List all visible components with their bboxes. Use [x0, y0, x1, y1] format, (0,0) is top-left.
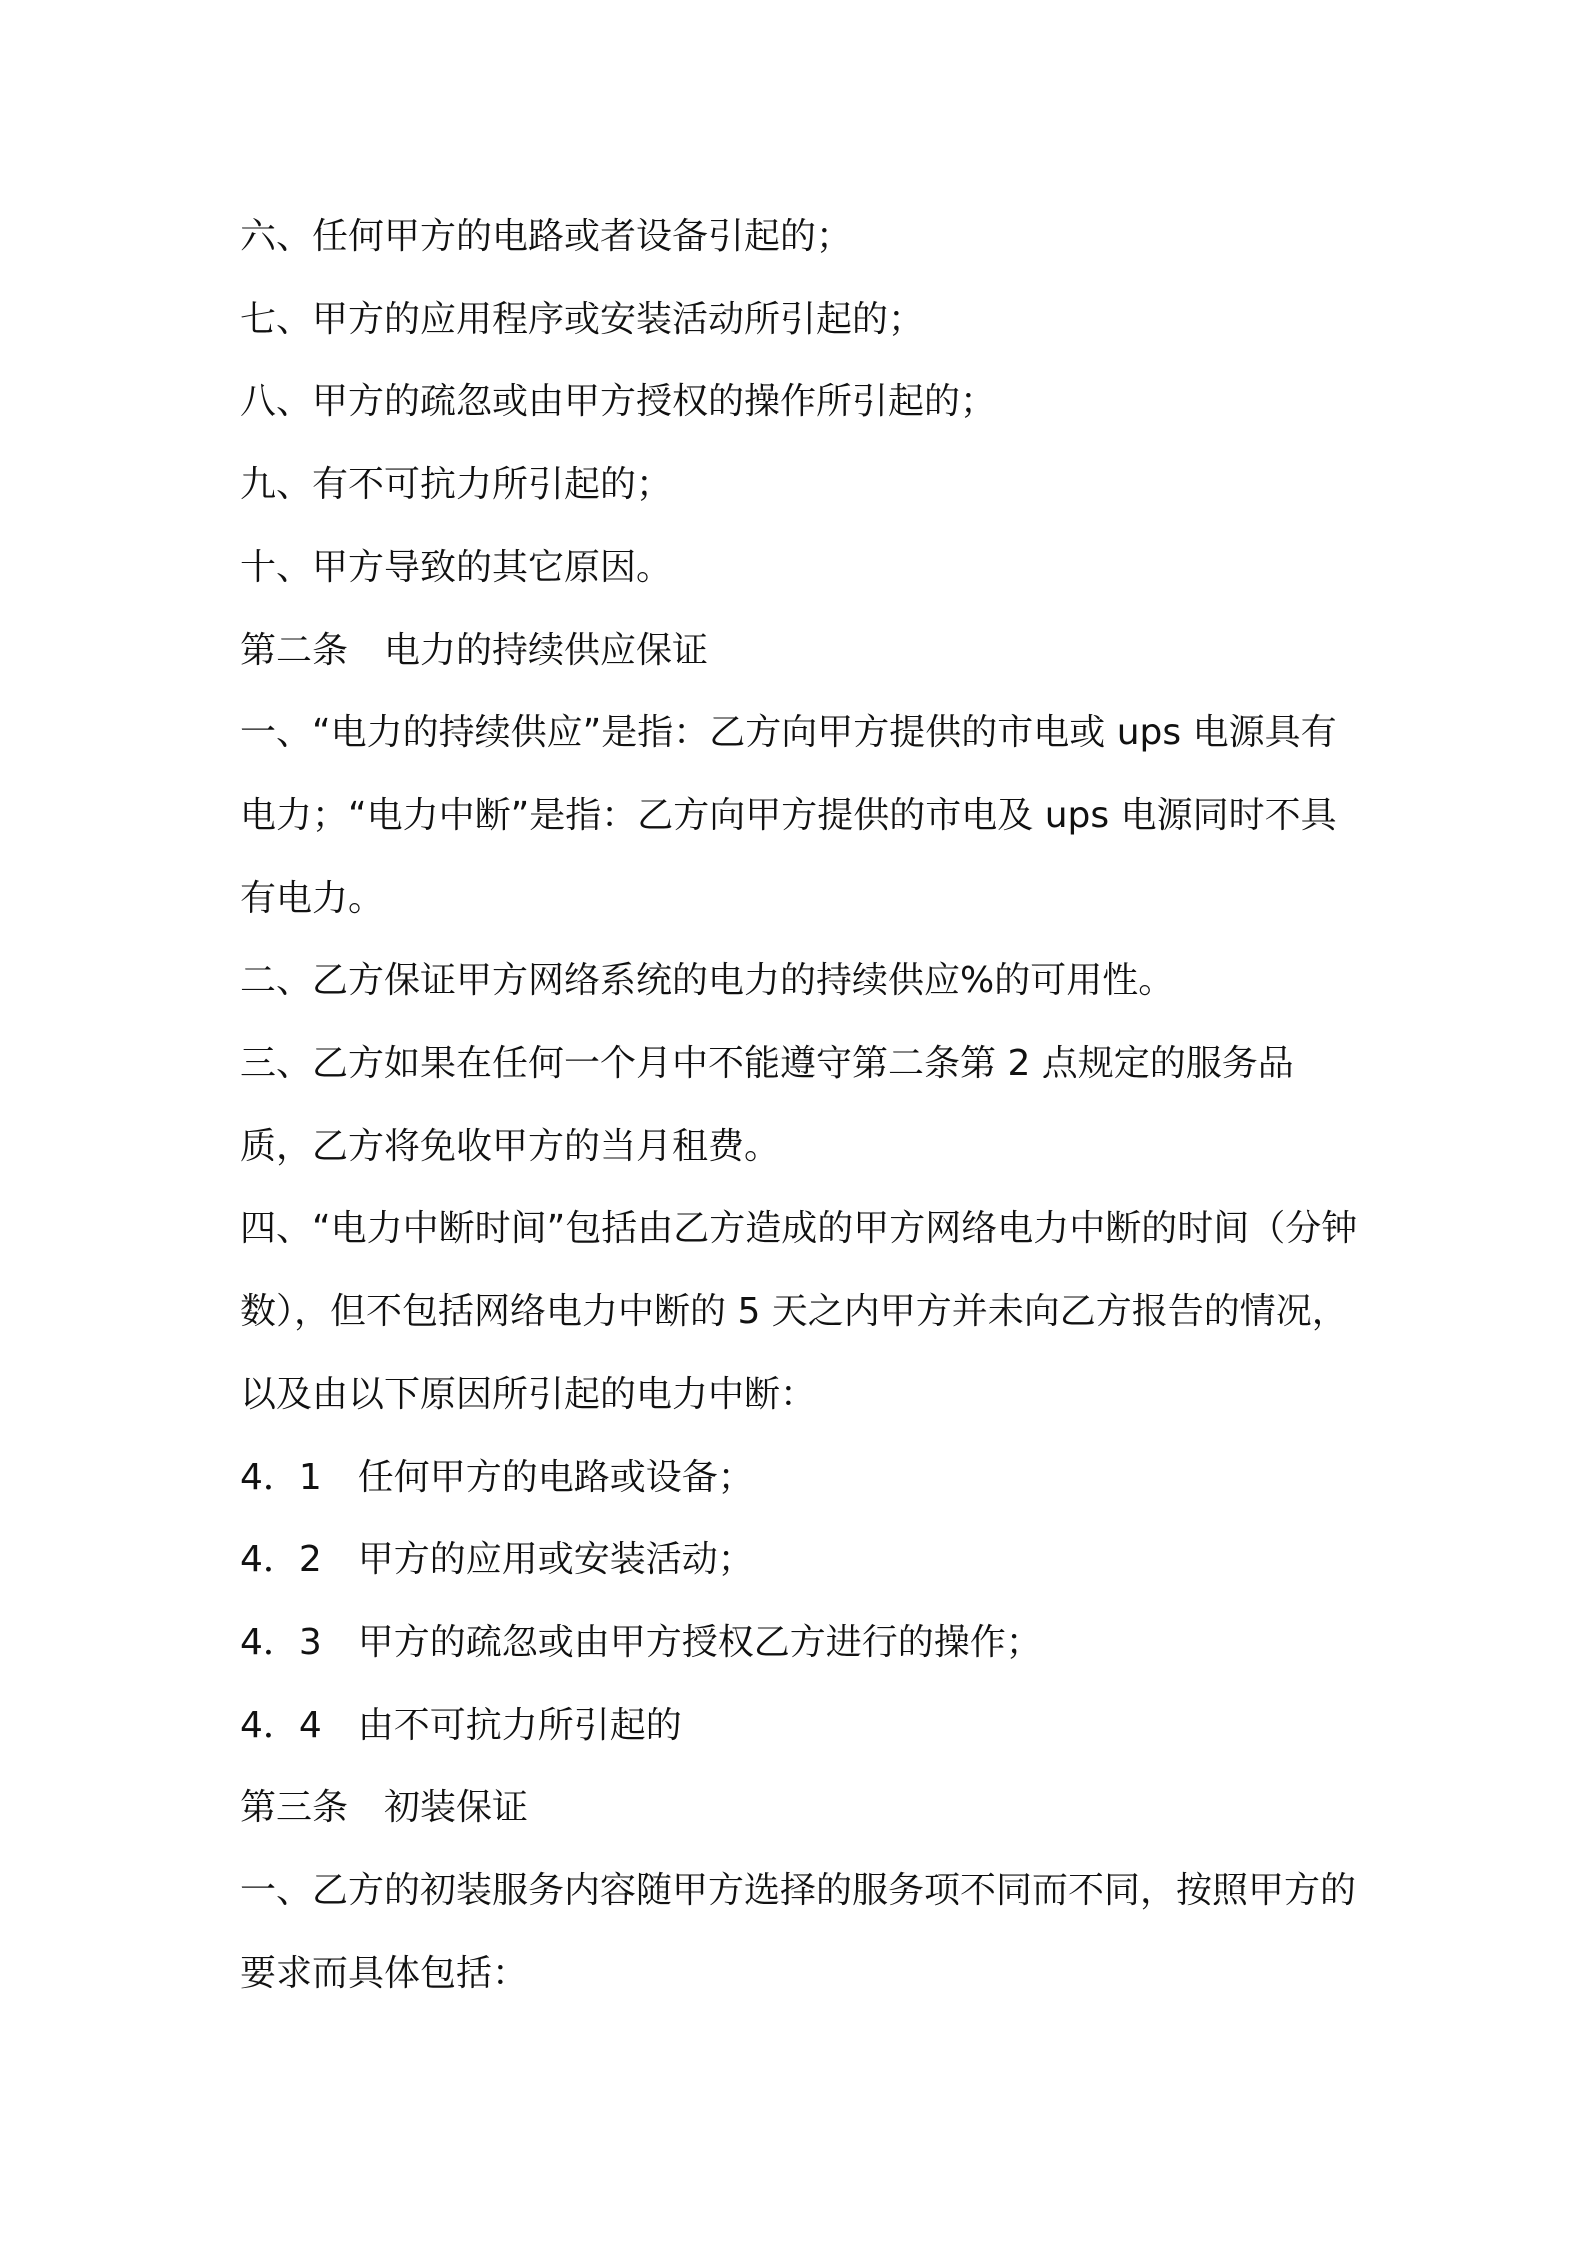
document-body — [240, 196, 1360, 2015]
clause-7: 七、甲方的应用程序或安装活动所引起的； — [240, 298, 925, 340]
sub-item-4-2: 4．2 甲方的应用或安装活动； — [240, 1539, 754, 1581]
article-3-heading: 第三条 初装保证 — [240, 1787, 529, 1829]
article-3-item-1: 一、乙方的初装服务内容随甲方选择的服务项不同而不同，按照甲方的要求而具体包括： — [240, 1870, 1357, 1994]
clause-8: 八、甲方的疏忽或由甲方授权的操作所引起的； — [240, 381, 997, 423]
clause-10: 十、甲方导致的其它原因。 — [240, 546, 673, 588]
sub-item-4-4: 4．4 由不可抗力所引起的 — [240, 1704, 682, 1746]
article-2-item-1: 一、“电力的持续供应”是指：乙方向甲方提供的市电或 ups 电源具有电力；“电力中断”是指：乙方向甲方提供的市电及 ups 电源同时不具有电力。 — [240, 712, 1337, 919]
sub-item-4-3: 4．3 甲方的疏忽或由甲方授权乙方进行的操作； — [240, 1621, 1042, 1663]
article-2-item-2: 二、乙方保证甲方网络系统的电力的持续供应%的可用性。 — [240, 960, 1175, 1002]
article-2-item-3: 三、乙方如果在任何一个月中不能遵守第二条第 2 点规定的服务品质，乙方将免收甲方的当月租费。 — [240, 1043, 1294, 1167]
clause-9: 九、有不可抗力所引起的； — [240, 464, 673, 506]
article-2-item-4: 四、“电力中断时间”包括由乙方造成的甲方网络电力中断的时间（分钟数），但不包括网络电力中断的 5 天之内甲方并未向乙方报告的情况，以及由以下原因所引起的电力中断： — [240, 1208, 1358, 1415]
article-2-heading: 第二条 电力的持续供应保证 — [240, 629, 709, 671]
clause-6: 六、任何甲方的电路或者设备引起的； — [240, 216, 853, 257]
sub-item-4-1: 4．1 任何甲方的电路或设备； — [240, 1456, 754, 1498]
